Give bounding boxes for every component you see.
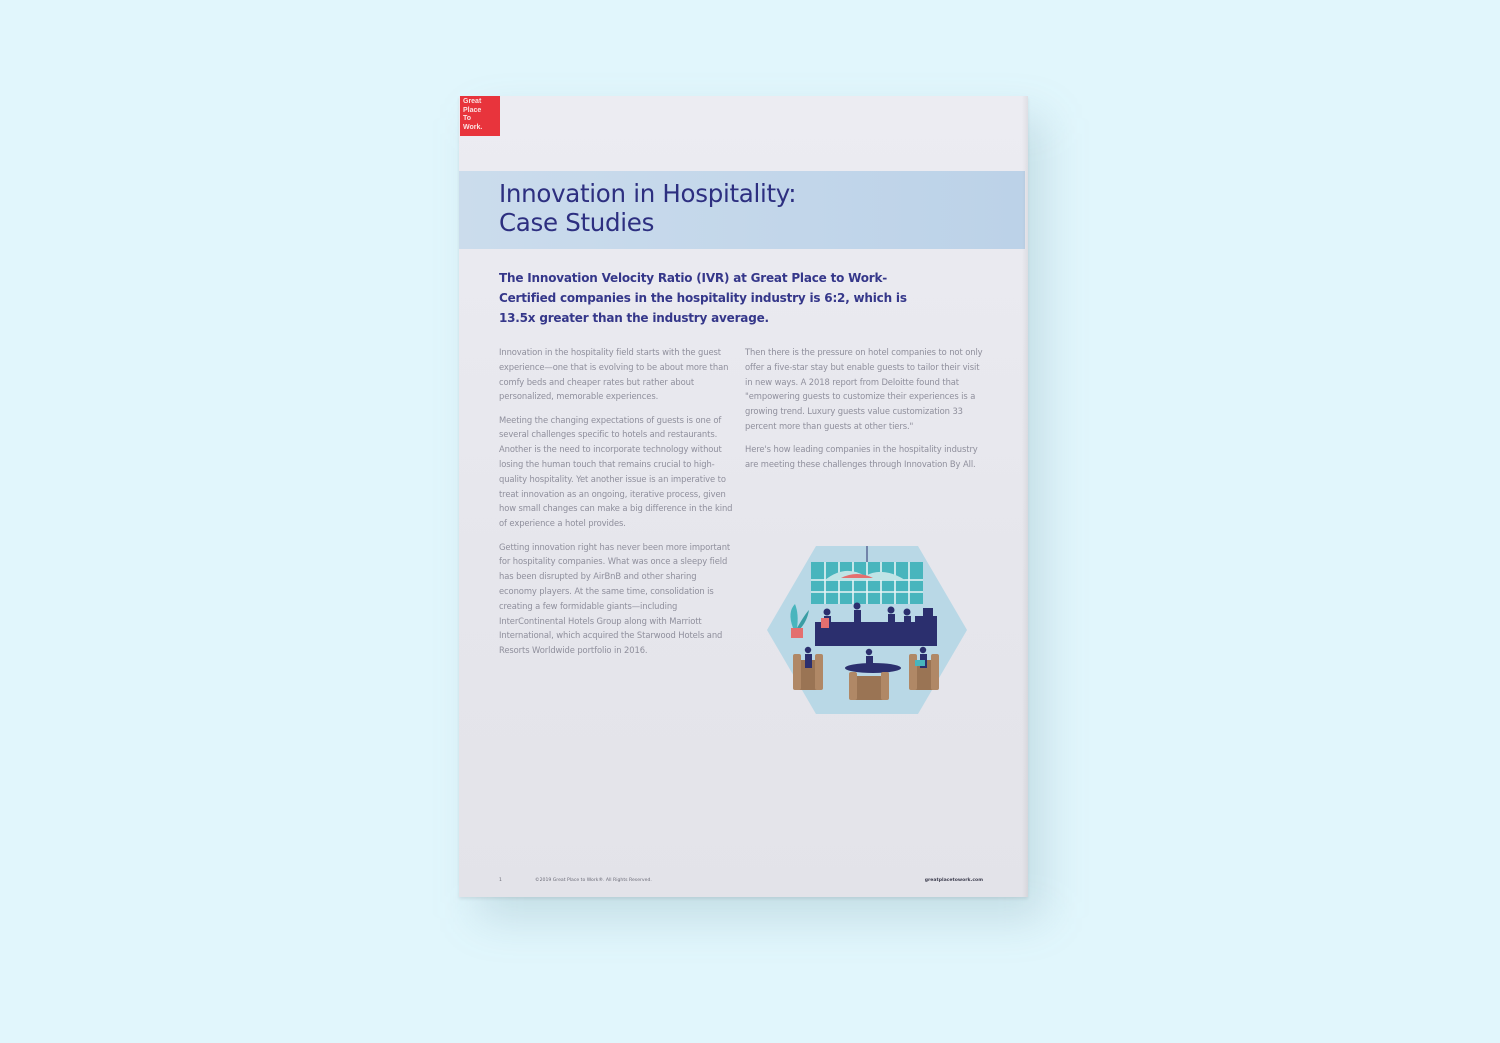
title-line-2: Case Studies [499, 208, 655, 237]
website-link[interactable]: greatplacetowork.com [924, 878, 983, 883]
right-paragraph-2: Here's how leading companies in the hospitality industry are meeting these challenges through Innovation By All. [745, 444, 978, 470]
document-page [459, 96, 1028, 897]
title-line-1: Innovation in Hospitality: [499, 179, 797, 208]
left-paragraph-2: Meeting the changing expectations of guests is one of several challenges specific to hotels and restaurants. Another is the need to incorporate technology without losing the human touch that remains crucial to high-quality hospitality. Yet another issue is an imperative to treat innovation as an ongoing, iterative process, given how small changes can make a big difference in the kind of experience a hotel provides. [499, 414, 733, 529]
right-column [745, 345, 989, 480]
right-paragraph-1: Then there is the pressure on hotel companies to not only offer a five-star stay but enable guests to tailor their visit in new ways. A 2018 report from Deloitte found that "empowering guests to customize their experiences is a growing trend. Luxury guests value customization 33 percent more than guests at other tiers." [745, 347, 983, 431]
page-number: 1 [499, 878, 502, 883]
left-paragraph-3: Getting innovation right has never been more important for hospitality companies. What was once a sleepy field has been disrupted by AirBnB and other sharing economy players. At the same time, consolidation is creating a few formidable giants—including InterContinental Hotels Group along with Marriott International, which acquired the Starwood Hotels and Resorts Worldwide portfolio in 2016. [499, 541, 731, 656]
hotel-lobby-illustration [765, 542, 969, 718]
copyright-notice: ©2019 Great Place to Work®. All Rights Reserved. [535, 878, 652, 883]
great-place-to-work-logo: Great Place To Work. [460, 96, 500, 136]
page-title [499, 179, 796, 237]
lead-paragraph: The Innovation Velocity Ratio (IVR) at Great Place to Work-Certified companies in the hospitality industry is 6:2, which is 13.5x greater than the industry average. [499, 271, 907, 325]
page-footer [459, 878, 1028, 890]
left-column [499, 345, 734, 666]
left-paragraph-1: Innovation in the hospitality field starts with the guest experience—one that is evolving to be about more than comfy beds and cheaper rates but rather about personalized, memorable experiences. [499, 347, 729, 402]
